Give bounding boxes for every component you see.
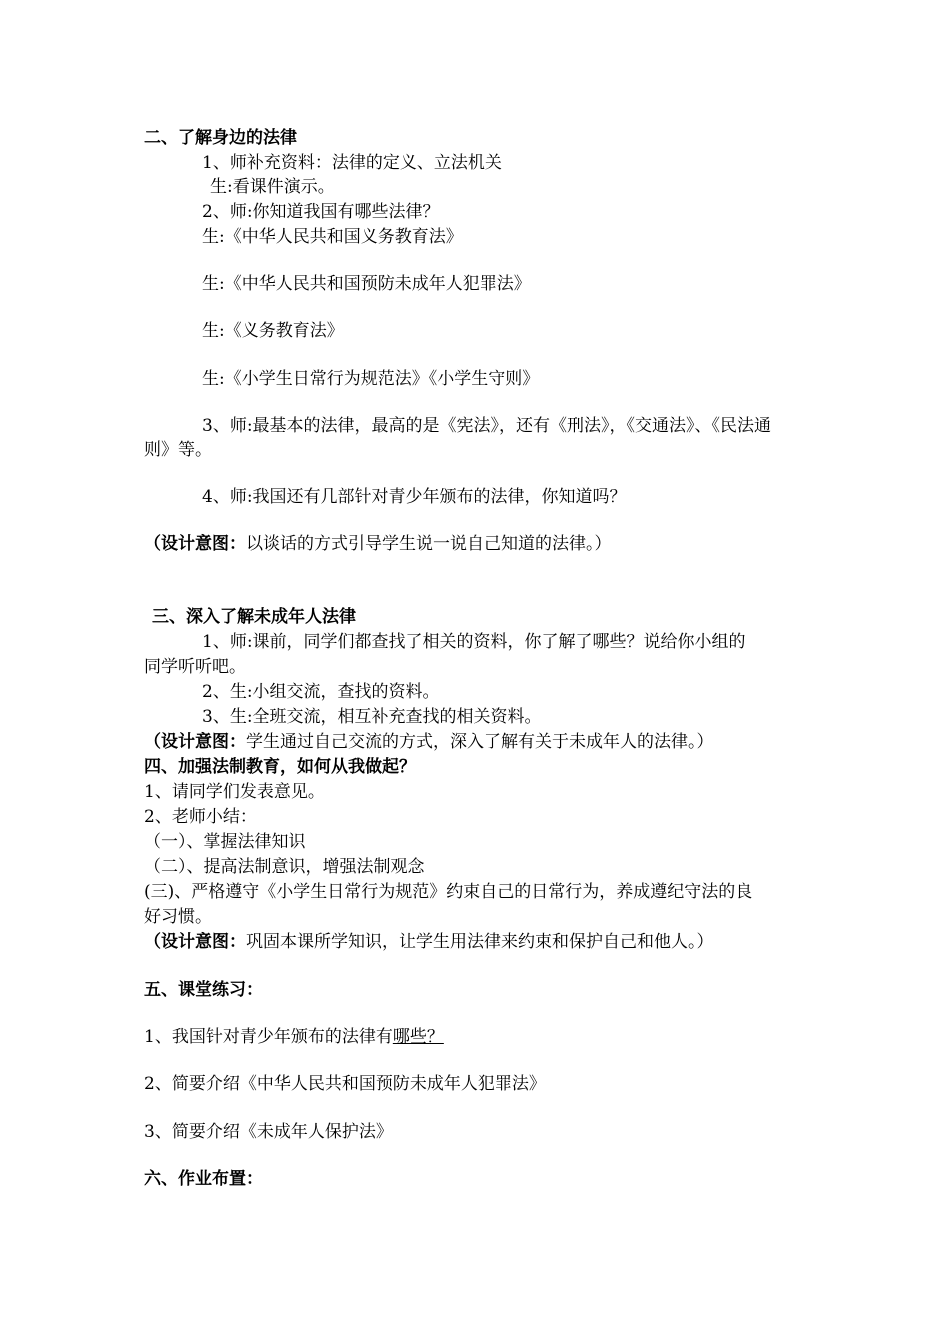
s2-line-8b: 则》等。 bbox=[144, 440, 212, 460]
s2-line-3: 2、师:你知道我国有哪些法律？ bbox=[202, 202, 440, 222]
s2-line-4: 生:《中华人民共和国义务教育法》 bbox=[202, 227, 463, 247]
s5-question-2: 2、简要介绍《中华人民共和国预防未成年人犯罪法》 bbox=[144, 1074, 546, 1094]
s5-question-3: 3、简要介绍《未成年人保护法》 bbox=[144, 1122, 393, 1142]
s3-line-2: 2、生:小组交流，查找的资料。 bbox=[202, 682, 440, 702]
design-intent-text: 巩固本课所学知识，让学生用法律来约束和保护自己和他人。） bbox=[246, 932, 714, 952]
s4-line-5a: (三)、严格遵守《小学生日常行为规范》约束自己的日常行为，养成遵纪守法的良 bbox=[144, 882, 753, 902]
s5-question-1 bbox=[144, 1025, 444, 1049]
question-1-text: 1、我国针对青少年颁布的法律有 bbox=[144, 1027, 393, 1047]
s2-line-8a: 3、师:最基本的法律，最高的是《宪法》，还有《刑法》，《交通法》、《民法通 bbox=[202, 416, 772, 436]
design-intent-text: 学生通过自己交流的方式，深入了解有关于未成年人的法律。） bbox=[246, 732, 714, 752]
s2-line-9: 4、师:我国还有几部针对青少年颁布的法律，你知道吗？ bbox=[202, 487, 627, 507]
section-6-heading: 六、作业布置： bbox=[144, 1169, 263, 1189]
design-intent-label: （设计意图： bbox=[144, 732, 246, 752]
s2-line-1: 1、师补充资料：法律的定义、立法机关 bbox=[202, 153, 502, 173]
section-2-heading: 二、了解身边的法律 bbox=[144, 128, 297, 148]
s2-line-5: 生:《中华人民共和国预防未成年人犯罪法》 bbox=[202, 274, 531, 294]
s2-line-2: 生:看课件演示。 bbox=[210, 177, 335, 197]
section-4-heading: 四、加强法制教育，如何从我做起？ bbox=[144, 757, 416, 777]
s2-design-intent bbox=[144, 532, 612, 556]
s4-line-2: 2、老师小结： bbox=[144, 807, 257, 827]
section-5-heading: 五、课堂练习： bbox=[144, 980, 263, 1000]
s4-line-5b: 好习惯。 bbox=[144, 907, 212, 927]
question-1-underlined: 哪些？ bbox=[392, 1027, 444, 1047]
design-intent-text: 以谈话的方式引导学生说一说自己知道的法律。） bbox=[246, 534, 612, 554]
s4-line-4: （二）、提高法制意识，增强法制观念 bbox=[144, 857, 425, 877]
design-intent-label: （设计意图： bbox=[144, 932, 246, 952]
s4-line-3: （一）、掌握法律知识 bbox=[144, 832, 306, 852]
s4-line-1: 1、请同学们发表意见。 bbox=[144, 782, 325, 802]
s2-line-6: 生:《义务教育法》 bbox=[202, 321, 344, 341]
section-3-heading: 三、深入了解未成年人法律 bbox=[152, 607, 356, 627]
s3-line-3: 3、生:全班交流，相互补充查找的相关资料。 bbox=[202, 707, 542, 727]
design-intent-label: （设计意图： bbox=[144, 534, 246, 554]
s3-line-1b: 同学听听吧。 bbox=[144, 657, 246, 677]
s2-line-7: 生:《小学生日常行为规范法》《小学生守则》 bbox=[202, 369, 540, 389]
s4-design-intent bbox=[144, 930, 714, 954]
s3-design-intent bbox=[144, 730, 714, 754]
s3-line-1a: 1、师:课前，同学们都查找了相关的资料，你了解了哪些？说给你小组的 bbox=[202, 632, 746, 652]
